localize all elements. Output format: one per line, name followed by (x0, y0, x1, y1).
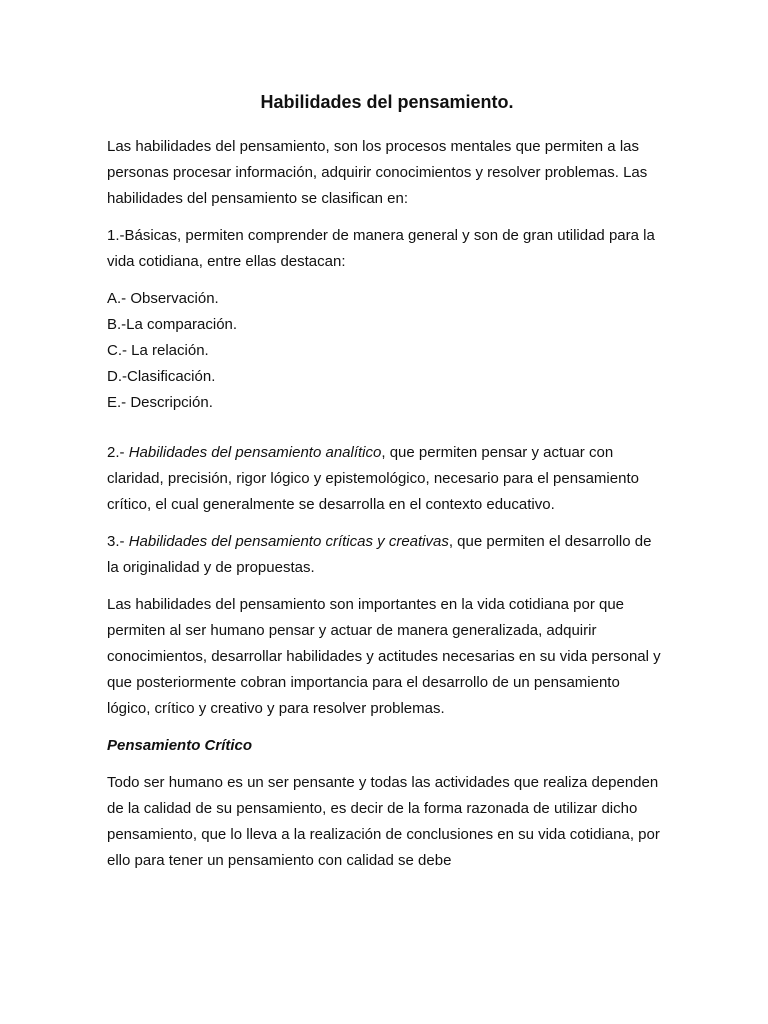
analytic-rest: , que permiten pensar y actuar con claridad, precisión, rigor lógico y epistemológico, necesario para el pensamiento crítico, el cual generalmente se desarrolla en el contexto educativo. (107, 444, 639, 513)
intro-paragraph: Las habilidades del pensamiento, son los procesos mentales que permiten a las personas procesar información, adquirir conocimientos y resolver problemas. Las habilidades del pensamiento se clasifican en: (107, 138, 648, 207)
list-item: D.-Clasificación. (107, 368, 216, 385)
list-item: A.- Observación. (107, 290, 219, 307)
importance-paragraph: Las habilidades del pensamiento son importantes en la vida cotidiana por que permiten al ser humano pensar y actuar de manera generalizada, adquirir conocimientos, desarrollar habilidades y actitudes necesarias en su vida personal y que posteriormente cobran importancia para el desarrollo de un pensamiento lógico, crítico y creativo y para resolver problemas. (107, 596, 661, 717)
list-item: B.-La comparación. (107, 316, 238, 333)
analytic-skills-paragraph (107, 440, 667, 518)
analytic-italic-term: Habilidades del pensamiento analítico (128, 444, 382, 461)
critical-prefix: 3.- (107, 533, 129, 550)
critical-italic-term: Habilidades del pensamiento críticas y creativas (128, 533, 449, 550)
document-body (107, 88, 667, 885)
list-item: E.- Descripción. (107, 394, 213, 411)
critical-skills-paragraph (107, 529, 667, 581)
list-item: C.- La relación. (107, 342, 209, 359)
critical-thinking-heading: Pensamiento Crítico (107, 737, 253, 754)
analytic-prefix: 2.- (107, 444, 129, 461)
basic-skills-list (107, 286, 667, 416)
critical-thinking-paragraph: Todo ser humano es un ser pensante y todas las actividades que realiza dependen de la calidad de su pensamiento, es decir de la forma razonada de utilizar dicho pensamiento, que lo lleva a la realización de conclusiones en su vida cotidiana, por ello para tener un pensamiento con calidad se debe (107, 774, 660, 869)
document-title: Habilidades del pensamiento. (260, 92, 514, 112)
basic-skills-paragraph: 1.-Básicas, permiten comprender de manera general y son de gran utilidad para la vida cotidiana, entre ellas destacan: (107, 227, 655, 270)
critical-rest: , que permiten el desarrollo de la originalidad y de propuestas. (107, 533, 652, 576)
